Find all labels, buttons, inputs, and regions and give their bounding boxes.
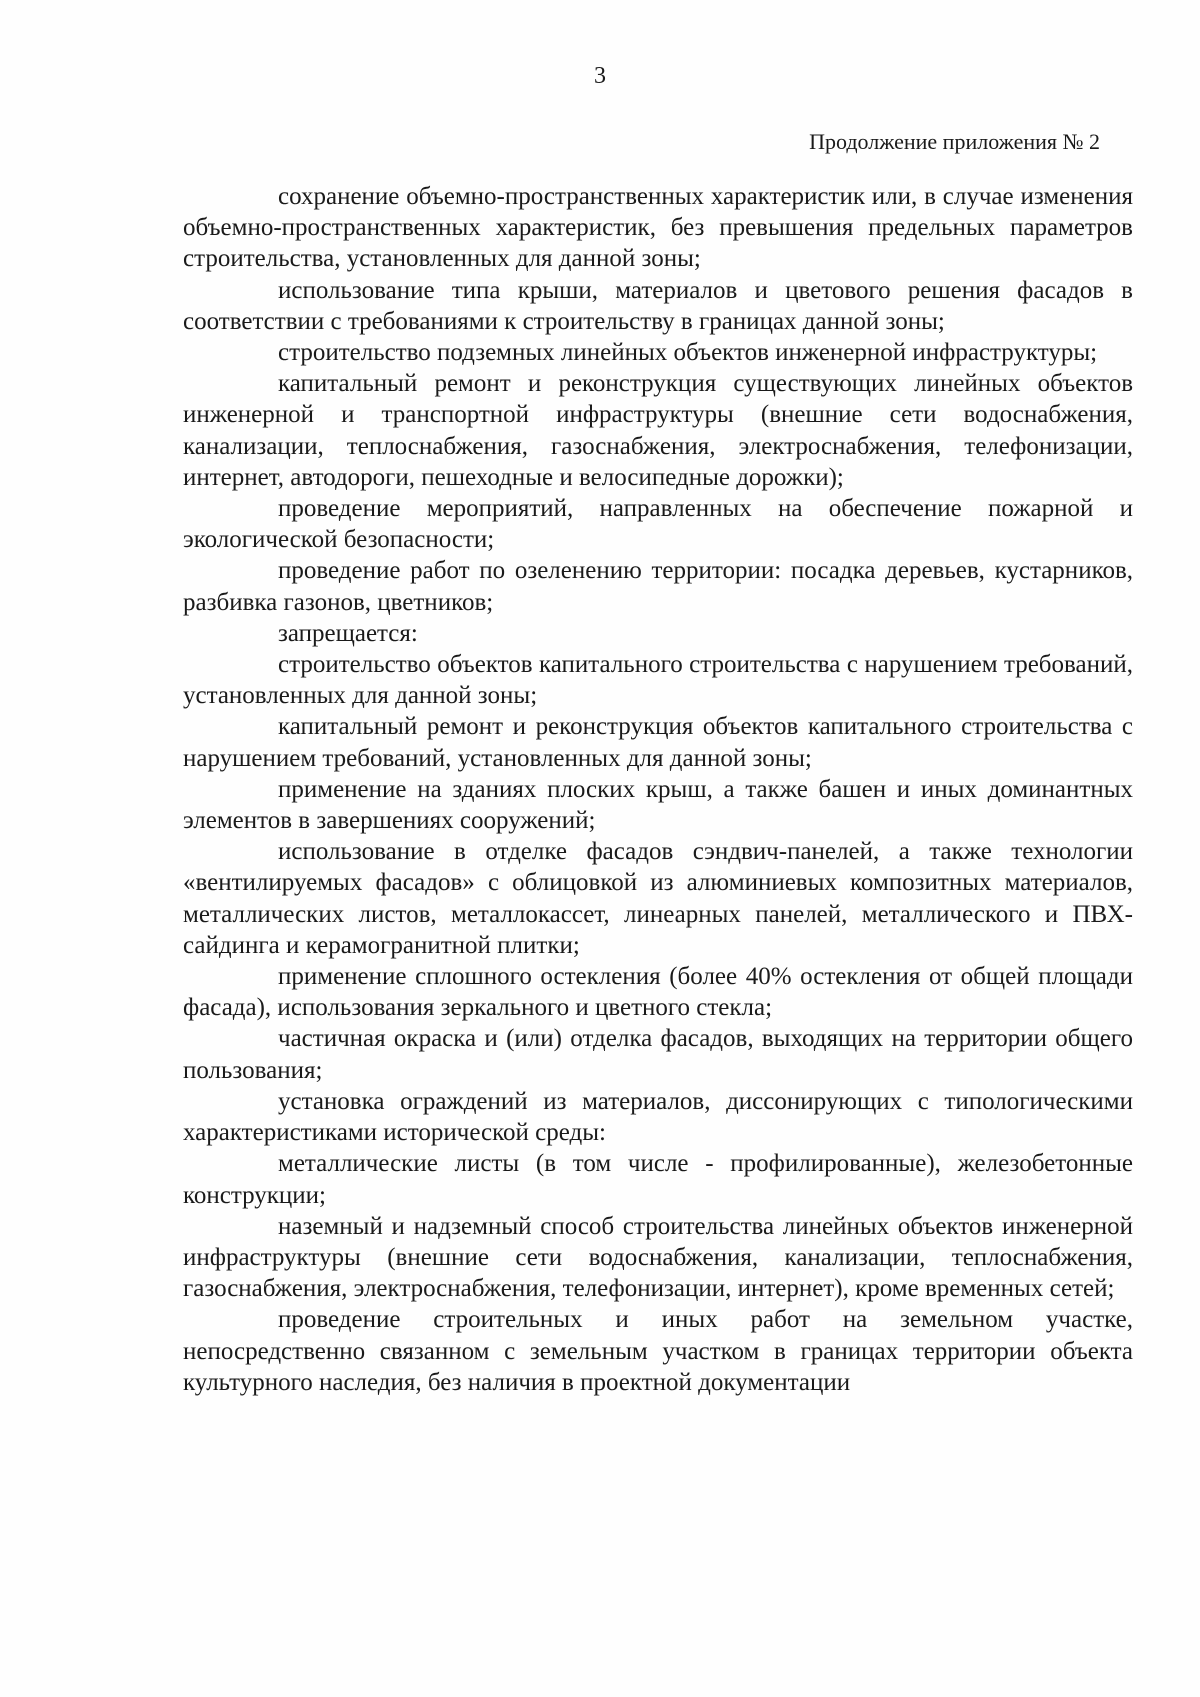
paragraph: капитальный ремонт и реконструкция объектов капитального строительства с нарушением требований, установленных для данной зоны; — [183, 713, 1133, 772]
paragraph: строительство объектов капитального строительства с нарушением требований, установленных для данной зоны; — [183, 651, 1133, 710]
paragraph: проведение строительных и иных работ на земельном участке, непосредственно связанном с земельным участком в границах территории объекта культурного наследия, без наличия в проектной документации — [183, 1306, 1133, 1396]
paragraph: установка ограждений из материалов, диссонирующих с типологическими характеристиками исторической среды: — [183, 1087, 1133, 1147]
paragraph: частичная окраска и (или) отделка фасадов, выходящих на территории общего пользования; — [183, 1025, 1133, 1084]
paragraph: проведение работ по озеленению территории: посадка деревьев, кустарников, разбивка газонов, цветников; — [183, 557, 1133, 616]
paragraph: использование в отделке фасадов сэндвич-панелей, а также технологии «вентилируемых фасадов» с облицовкой из алюминиевых композитных материалов, металлических листов, металлокассет, линеарных панелей, металлического и ПВХ-сайдинга и керамогранитной плитки; — [183, 838, 1133, 959]
paragraph: применение на зданиях плоских крыш, а также башен и иных доминантных элементов в завершениях сооружений; — [183, 775, 1133, 835]
paragraph: использование типа крыши, материалов и цветового решения фасадов в соответствии с требованиями к строительству в границах данной зоны; — [183, 276, 1133, 335]
paragraph: сохранение объемно-пространственных характеристик или, в случае изменения объемно-пространственных характеристик, без превышения предельных параметров строительства, установленных для данной зоны; — [183, 183, 1133, 273]
paragraph: капитальный ремонт и реконструкция существующих линейных объектов инженерной и транспортной инфраструктуры (внешние сети водоснабжения, канализации, теплоснабжения, газоснабжения, электроснабжения, телефонизации, интернет, автодороги, пешеходные и велосипедные дорожки); — [183, 370, 1133, 491]
paragraph: наземный и надземный способ строительства линейных объектов инженерной инфраструктуры (внешние сети водоснабжения, канализации, теплоснабжения, газоснабжения, электроснабжения, телефонизации, интернет), кроме временных сетей; — [183, 1212, 1133, 1303]
paragraph: проведение мероприятий, направленных на обеспечение пожарной и экологической безопасности; — [183, 495, 1133, 554]
appendix-continuation-note: Продолжение приложения № 2 — [809, 129, 1100, 154]
paragraph-prohibited-heading: запрещается: — [278, 619, 418, 647]
paragraph: строительство подземных линейных объектов инженерной инфраструктуры; — [278, 339, 1098, 367]
document-body — [183, 181, 1133, 1398]
paragraph: металлические листы (в том числе - профилированные), железобетонные конструкции; — [183, 1150, 1133, 1209]
paragraph: применение сплошного остекления (более 40% остекления от общей площади фасада), использования зеркального и цветного стекла; — [183, 963, 1133, 1022]
page-number: 3 — [594, 63, 606, 89]
